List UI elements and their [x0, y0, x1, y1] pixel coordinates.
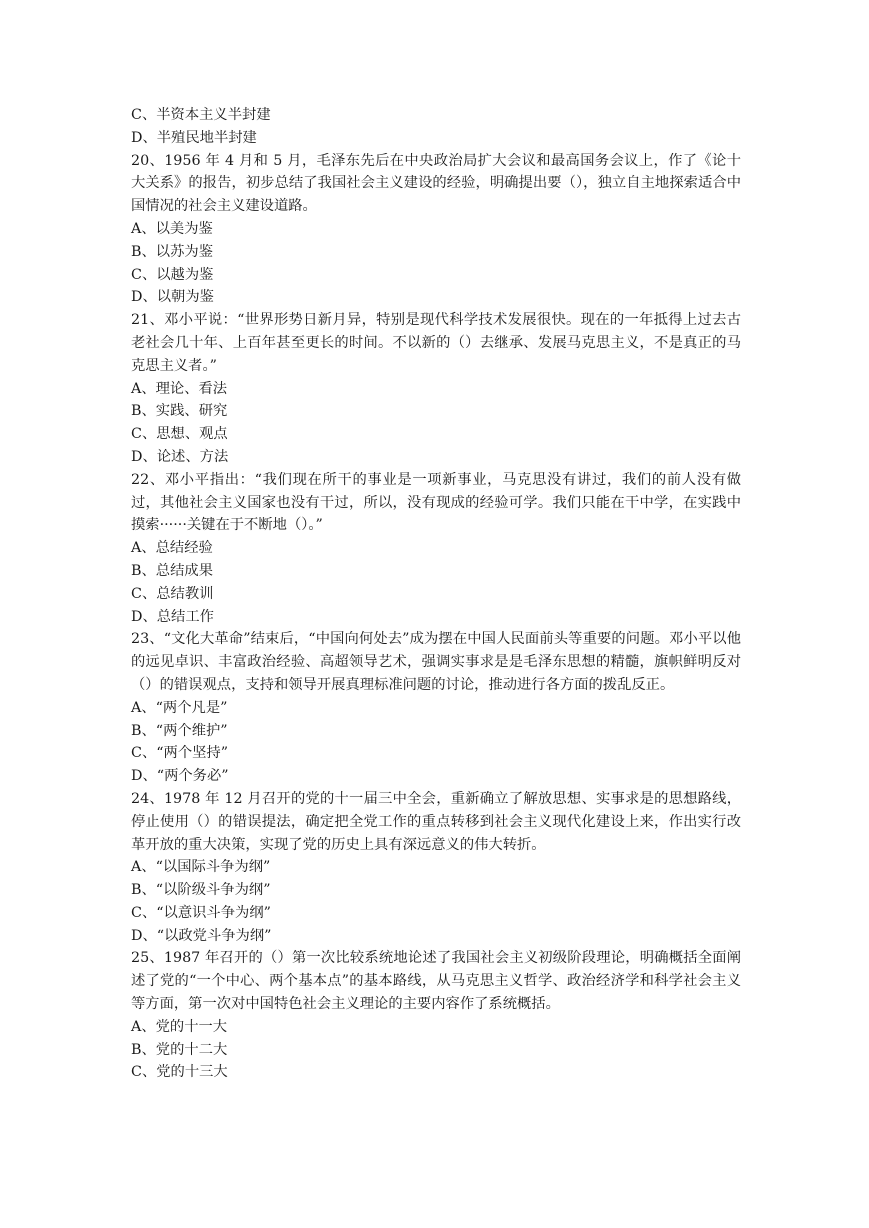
option-d: D、论述、方法	[131, 448, 229, 465]
question-24	[131, 788, 741, 948]
option-b: B、“两个维护”	[131, 722, 228, 739]
option-b: B、总结成果	[131, 562, 213, 579]
question-23	[131, 628, 741, 788]
option-a: A、总结经验	[131, 540, 213, 557]
question-22	[131, 469, 741, 629]
question-text: 23、“文化大革命”结束后，“中国向何处去”成为摆在中国人民面前头等重要的问题。邓小平以他的远见卓识、丰富政治经验、高超领导艺术，强调实事求是是毛泽东思想的精髓，旗帜鲜明反对（）的错误观点，支持和领导开展真理标准问题的讨论，推动进行各方面的拨乱反正。	[131, 631, 741, 693]
question-text: 25、1987 年召开的（）第一次比较系统地论述了我国社会主义初级阶段理论，明确概括全面阐述了党的“一个中心、两个基本点”的基本路线，从马克思主义哲学、政治经济学和科学社会主义等方面，第一次对中国特色社会主义理论的主要内容作了系统概括。	[131, 950, 741, 1013]
option-b: B、党的十二大	[131, 1041, 228, 1058]
option-a: A、以美为鉴	[131, 220, 213, 237]
option-c: C、“两个坚持”	[131, 745, 229, 762]
option-c: C、以越为鉴	[131, 266, 214, 283]
question-text: 22、邓小平指出：“我们现在所干的事业是一项新事业，马克思没有讲过，我们的前人没有做过，其他社会主义国家也没有干过，所以，没有现成的经验可学。我们只能在干中学，在实践中摸索······关键在于不断地（）。”	[131, 471, 741, 534]
question-text: 20、1956 年 4 月和 5 月，毛泽东先后在中央政治局扩大会议和最高国务会议上，作了《论十大关系》的报告，初步总结了我国社会主义建设的经验，明确提出要（），独立自主地探索适合中国情况的社会主义建设道路。	[131, 152, 741, 215]
option-b: B、“以阶级斗争为纲”	[131, 882, 271, 899]
option-d: D、“以政党斗争为纲”	[131, 927, 272, 944]
question-text: 24、1978 年 12 月召开的党的十一届三中全会，重新确立了解放思想、实事求是的思想路线，停止使用（）的错误提法，确定把全党工作的重点转移到社会主义现代化建设上来，作出实行改革开放的重大决策，实现了党的历史上具有深远意义的伟大转折。	[131, 790, 741, 853]
option-d: D、以朝为鉴	[131, 289, 214, 306]
option-b: B、以苏为鉴	[131, 243, 213, 260]
option-c: C、总结教训	[131, 585, 214, 602]
option-a: A、理论、看法	[131, 380, 228, 397]
option-c: C、党的十三大	[131, 1064, 228, 1081]
option-c-prev: C、半资本主义半封建	[131, 107, 271, 123]
document-page	[131, 104, 741, 1084]
option-a: A、“两个凡是”	[131, 699, 228, 716]
option-d: D、“两个务必”	[131, 768, 229, 785]
question-21	[131, 309, 741, 469]
option-d: D、总结工作	[131, 608, 214, 625]
option-a: A、党的十一大	[131, 1018, 228, 1035]
option-d-prev: D、半殖民地半封建	[131, 129, 257, 146]
question-20	[131, 150, 741, 310]
question-text: 21、邓小平说：“世界形势日新月异，特别是现代科学技术发展很快。现在的一年抵得上过去古老社会几十年、上百年甚至更长的时间。不以新的（）去继承、发展马克思主义，不是真正的马克思主义者。”	[131, 312, 741, 374]
question-25	[131, 947, 741, 1084]
option-c: C、思想、观点	[131, 426, 228, 443]
option-a: A、“以国际斗争为纲”	[131, 859, 271, 876]
option-b: B、实践、研究	[131, 403, 228, 420]
option-c: C、“以意识斗争为纲”	[131, 904, 271, 921]
